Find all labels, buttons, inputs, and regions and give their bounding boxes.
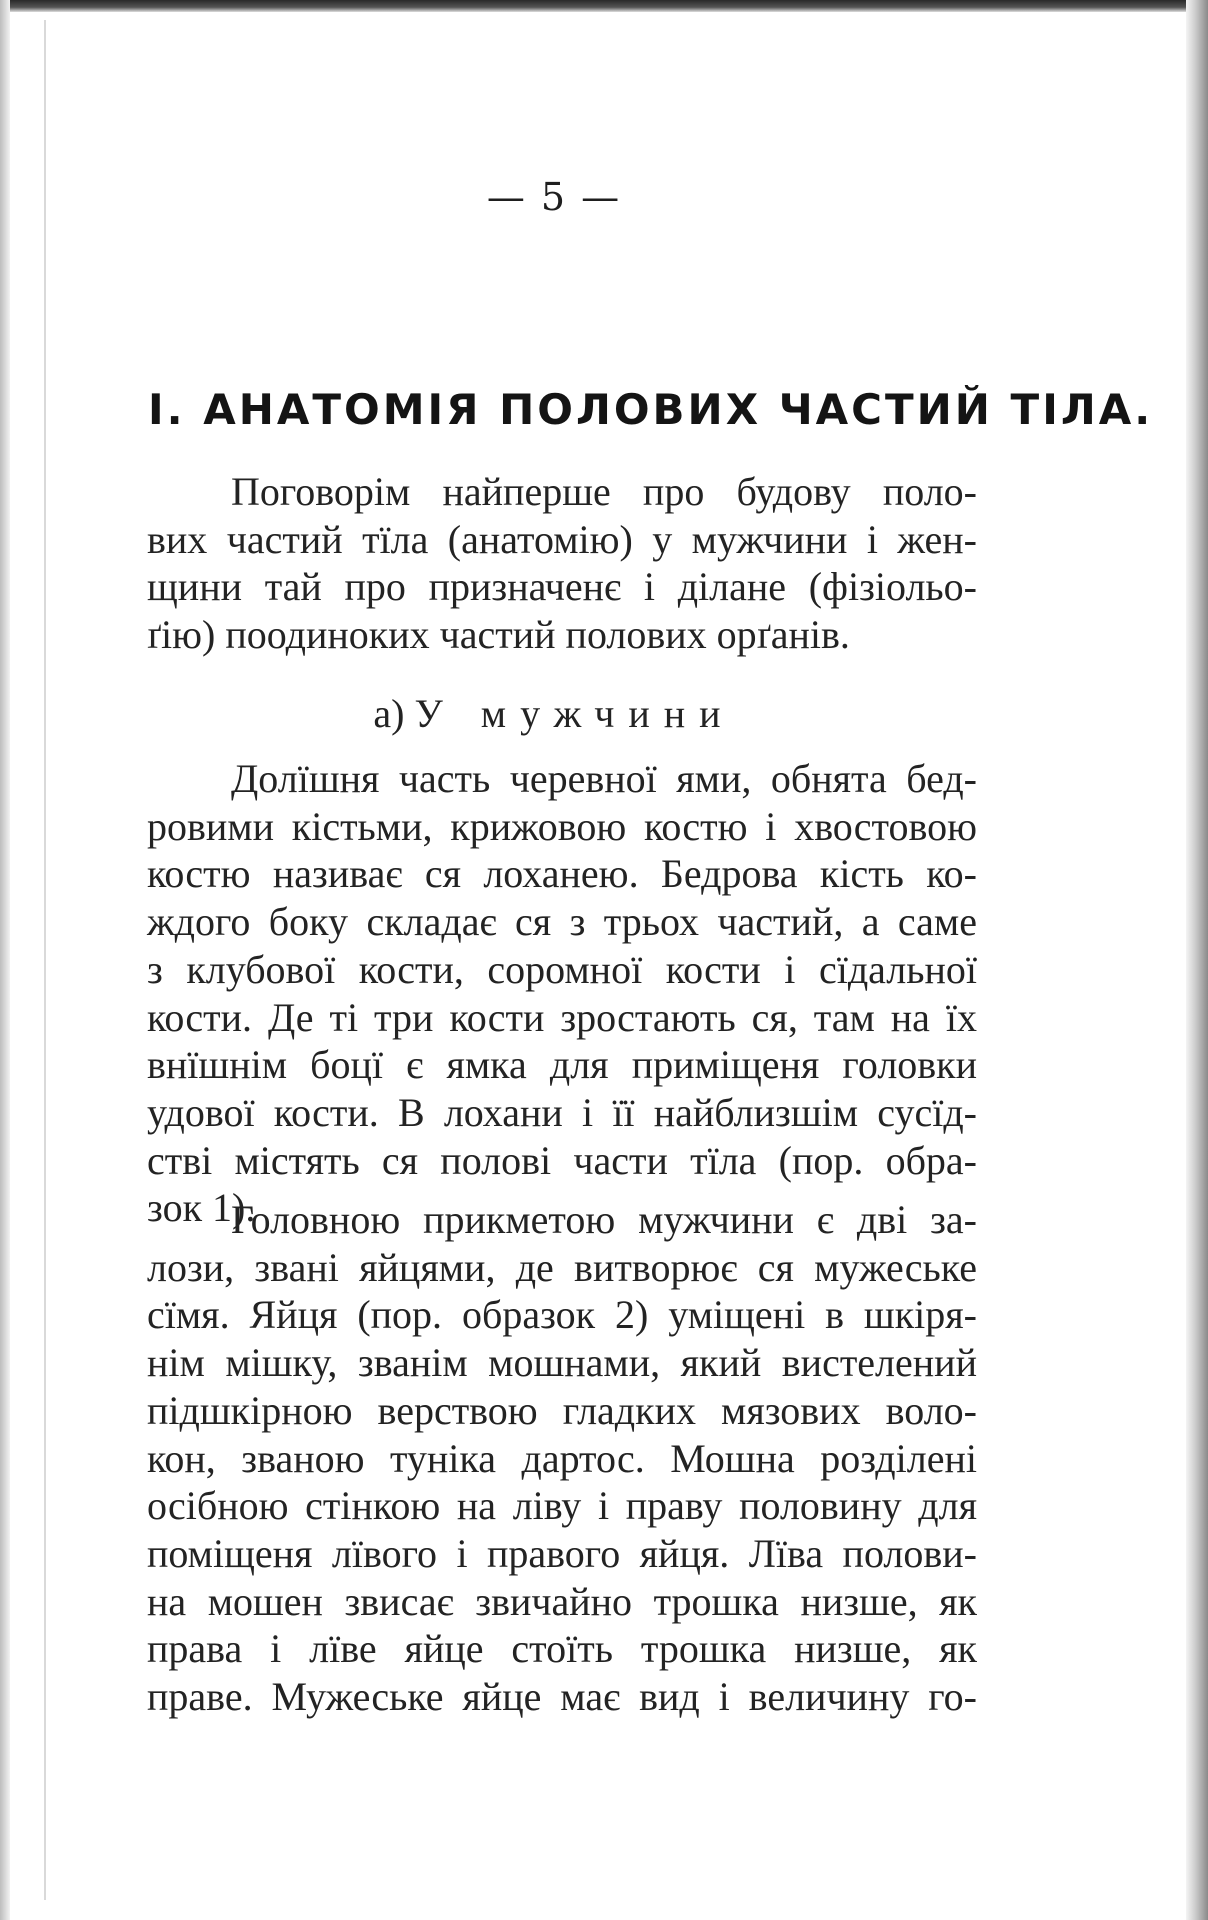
- text-line: права і лїве яйце стоїть трошка низше, як: [147, 1626, 977, 1672]
- text-line: внїшнім боцї є ямка для приміщеня головки: [147, 1042, 977, 1088]
- section-heading: [0, 690, 1108, 737]
- text-line: підшкірною верствою гладких мязових воло-: [147, 1387, 977, 1433]
- text-line: кости. Де ті три кости зростають ся, там на їх: [147, 994, 977, 1040]
- text-line: костю називає ся лоханею. Бедрова кість ко-: [147, 851, 977, 897]
- text-line: вих частий тїла (анатомію) у мужчини і жен-: [147, 516, 977, 562]
- page-number: — 5 —: [486, 175, 622, 219]
- text-line: стві містять ся полові части тїла (пор. обра-: [147, 1137, 977, 1183]
- text-line: ґію) поодиноких частий полових орґанів.: [147, 612, 850, 658]
- chapter-title: І. АНАТОМІЯ ПОЛОВИХ ЧАСТИЙ ТІЛА.: [148, 385, 1154, 434]
- section-heading-label: а): [373, 691, 405, 736]
- paragraph-1: [147, 755, 977, 1232]
- text-line: зок 1).: [147, 1185, 256, 1231]
- text-line: сїмя. Яйця (пор. образок 2) уміщені в шкіря-: [147, 1292, 977, 1338]
- text-line: лози, звані яйцями, де витворює ся мужеське: [147, 1244, 977, 1290]
- text-line: Долїшня часть черевної ями, обнята бед-: [231, 756, 977, 801]
- text-line: поміщеня лївого і правого яйця. Лїва полови-: [147, 1530, 977, 1576]
- section-heading-text: У мужчини: [414, 691, 735, 736]
- paragraph-2: [147, 1196, 977, 1721]
- text-line: на мошен звисає звичайно трошка низше, як: [147, 1578, 977, 1624]
- scan-right-edge: [1186, 0, 1208, 1920]
- text-line: ровими кістьми, крижовою костю і хвостовою: [147, 803, 977, 849]
- text-line: з клубової кости, соромної кости і сїдальної: [147, 946, 977, 992]
- text-line: удової кости. В лохани і її найблизшім сусїд-: [147, 1089, 977, 1135]
- text-line: кон, званою туніка дартос. Мошна розділені: [147, 1435, 977, 1481]
- text-line: праве. Мужеське яйце має вид і величину го-: [147, 1674, 977, 1720]
- text-line: щини тай про призначенє і ділане (фізіольо-: [147, 564, 977, 610]
- scan-left-edge: [0, 0, 10, 1920]
- intro-paragraph: [147, 468, 977, 659]
- scan-top-edge: [0, 0, 1208, 12]
- text-line: Головною прикметою мужчини є дві за-: [231, 1197, 977, 1242]
- page-fold-line: [44, 20, 46, 1900]
- text-line: осібною стінкою на ліву і праву половину для: [147, 1483, 977, 1529]
- text-line: Поговорім найперше про будову поло-: [231, 469, 977, 514]
- text-line: ждого боку складає ся з трьох частий, а саме: [147, 899, 977, 945]
- text-line: нім мішку, званім мошнами, який вистелений: [147, 1340, 977, 1386]
